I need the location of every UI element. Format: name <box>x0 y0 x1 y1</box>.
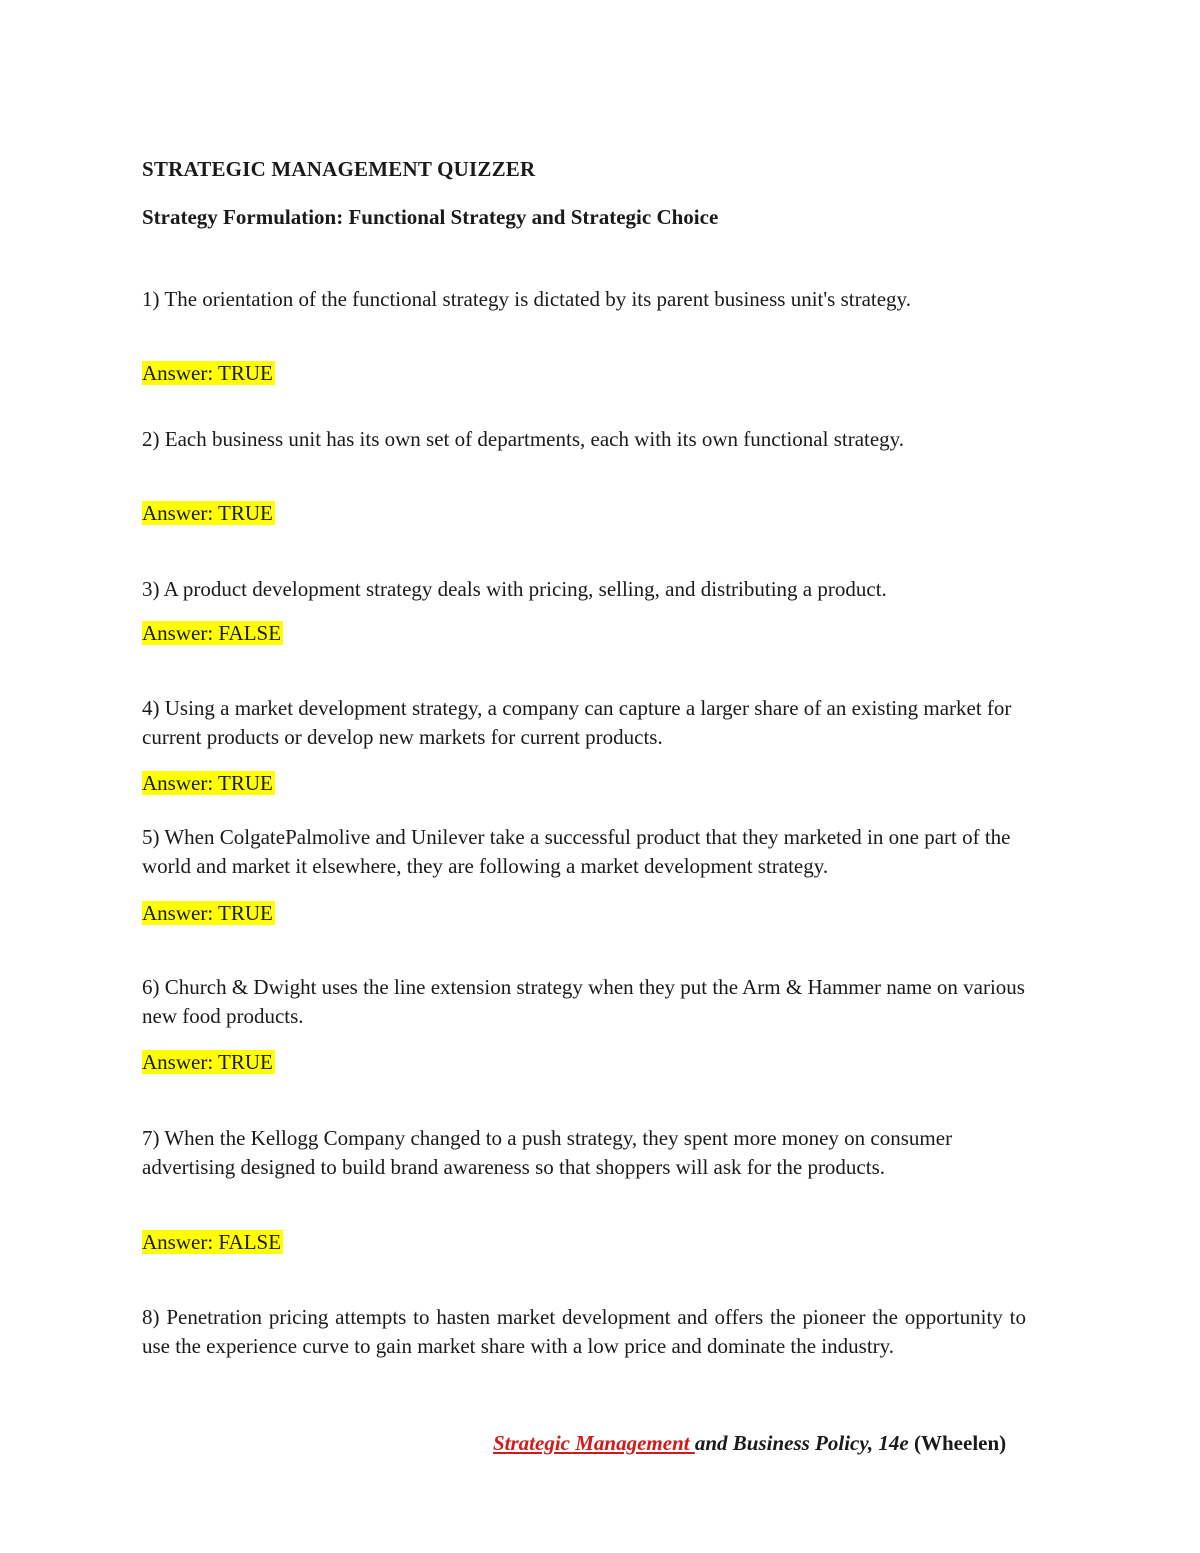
answer-7-label: Answer: FALSE <box>142 1230 282 1254</box>
question-6: 6) Church & Dwight uses the line extension strategy when they put the Arm & Hammer name on various new food products. <box>142 975 1025 1028</box>
question-5: 5) When ColgatePalmolive and Unilever take a successful product that they marketed in one part of the world and market it elsewhere, they are following a market development strategy. <box>142 825 1011 878</box>
question-2: 2) Each business unit has its own set of departments, each with its own functional strategy. <box>142 427 905 451</box>
answer-5 <box>142 900 275 927</box>
answer-5-label: Answer: TRUE <box>142 901 273 925</box>
answer-1 <box>142 360 275 387</box>
document-title: STRATEGIC MANAGEMENT QUIZZER <box>142 157 536 181</box>
page-footer <box>493 1431 1006 1456</box>
answer-6 <box>142 1049 275 1076</box>
answer-3 <box>142 620 283 647</box>
question-3: 3) A product development strategy deals with pricing, selling, and distributing a product. <box>142 577 887 601</box>
document-subtitle: Strategy Formulation: Functional Strategy and Strategic Choice <box>142 205 719 229</box>
question-7: 7) When the Kellogg Company changed to a push strategy, they spent more money on consumer advertising designed to build brand awareness so that shoppers will ask for the products. <box>142 1126 953 1179</box>
answer-2-label: Answer: TRUE <box>142 501 273 525</box>
answer-4-label: Answer: TRUE <box>142 771 273 795</box>
footer-book-title: and Business Policy, 14e <box>694 1431 909 1455</box>
footer-book-link[interactable]: Strategic Management <box>493 1431 695 1455</box>
question-1: 1) The orientation of the functional strategy is dictated by its parent business unit's strategy. <box>142 287 911 311</box>
answer-1-label: Answer: TRUE <box>142 361 273 385</box>
answer-2 <box>142 500 275 527</box>
answer-4 <box>142 770 275 797</box>
question-4: 4) Using a market development strategy, a company can capture a larger share of an existing market for current products or develop new markets for current products. <box>142 696 1012 749</box>
question-8: 8) Penetration pricing attempts to hasten market development and offers the pioneer the opportunity to use the experience curve to gain market share with a low price and dominate the industry. <box>142 1305 1026 1358</box>
footer-author: (Wheelen) <box>908 1431 1007 1455</box>
answer-7 <box>142 1229 283 1256</box>
answer-3-label: Answer: FALSE <box>142 621 282 645</box>
answer-6-label: Answer: TRUE <box>142 1050 273 1074</box>
